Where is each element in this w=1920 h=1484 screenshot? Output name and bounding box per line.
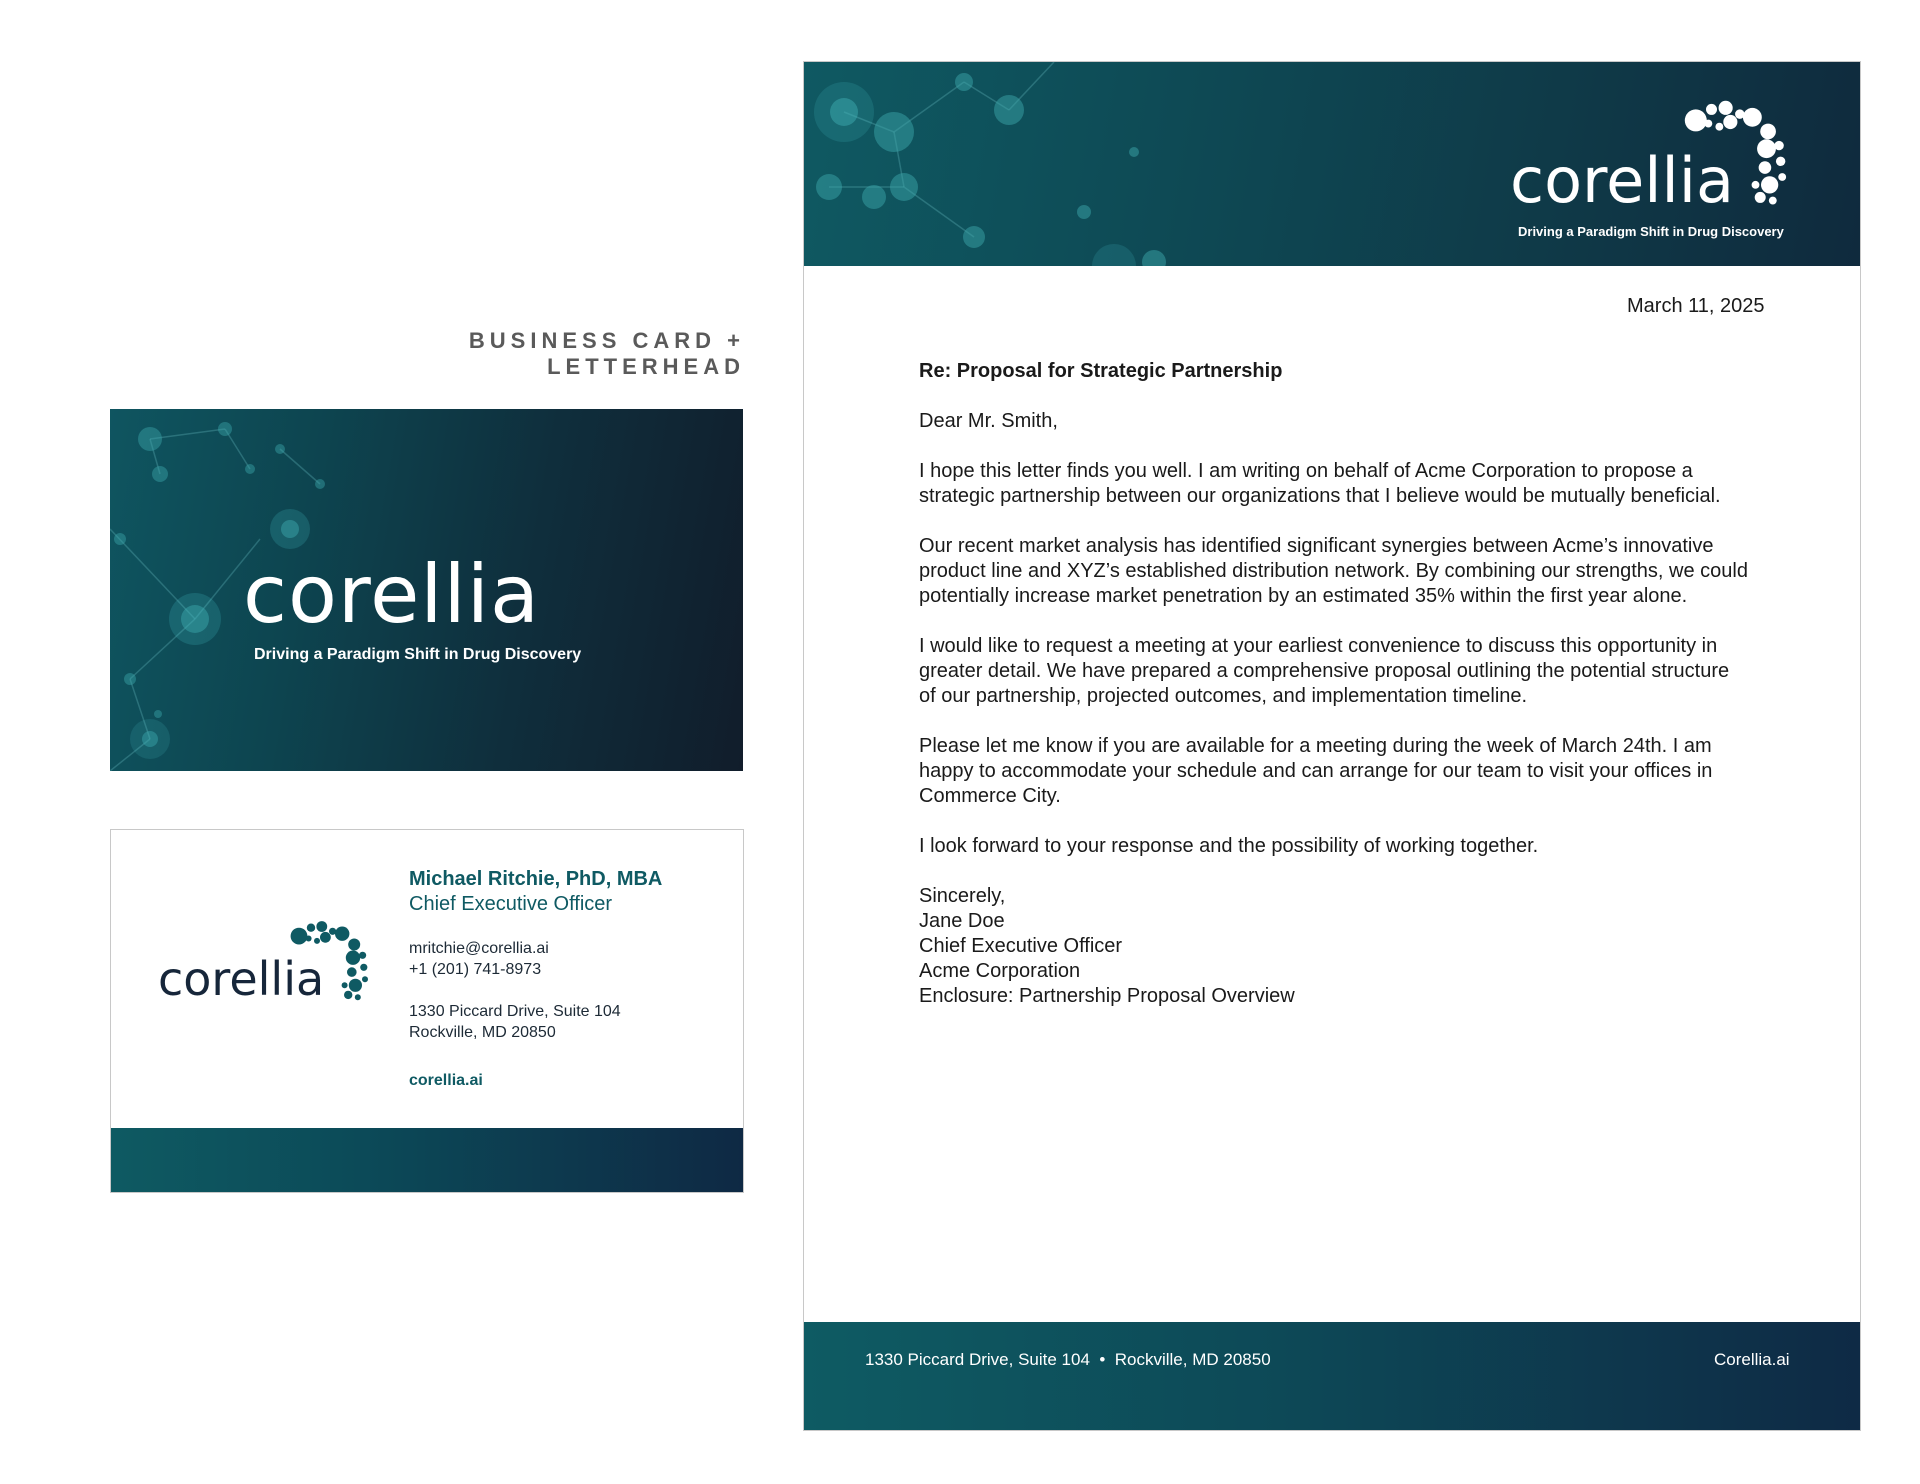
letterhead-footer-band — [804, 1322, 1860, 1430]
card-phone[interactable]: +1 (201) 741-8973 — [409, 961, 542, 978]
letterhead-footer-website[interactable]: Corellia.ai — [1714, 1350, 1790, 1369]
letterhead-footer-address: 1330 Piccard Drive, Suite 104 • Rockville, MD 20850 — [865, 1350, 1271, 1369]
letter-paragraph-2: Our recent market analysis has identified significant synergies between Acme’s innovative product line and XYZ’s established distribution network. By combining our strengths, we could potentially increase market penetration by an estimated 35% within the first year alone. — [919, 535, 1748, 607]
corellia-molecule-logo-icon-back — [287, 920, 377, 1005]
page-label: BUSINESS CARD + LETTERHEAD — [468, 328, 745, 379]
signer-title: Chief Executive Officer — [919, 935, 1123, 957]
letterhead-tagline: Driving a Paradigm Shift in Drug Discovery — [1518, 224, 1784, 239]
card-bottom-band — [111, 1128, 743, 1192]
letter-paragraph-5: I look forward to your response and the possibility of working together. — [919, 835, 1539, 857]
letter-paragraph-4: Please let me know if you are available for a meeting during the week of March 24th. I am happy to accommodate your schedule and can arrange for our team to visit your offices in Commerce City. — [919, 735, 1713, 807]
letter-enclosure: Enclosure: Partnership Proposal Overview — [919, 985, 1295, 1007]
letter-date: March 11, 2025 — [1627, 295, 1765, 317]
letter-body — [919, 359, 1749, 1009]
card-email[interactable]: mritchie@corellia.ai — [409, 940, 549, 957]
corellia-wordmark-back: corellia — [158, 952, 325, 1006]
letter-subject: Re: Proposal for Strategic Partnership — [919, 360, 1283, 382]
card-person-title: Chief Executive Officer — [409, 893, 613, 915]
tagline: Driving a Paradigm Shift in Drug Discovery — [254, 646, 582, 663]
letter-salutation: Dear Mr. Smith, — [919, 410, 1058, 432]
card-website-link[interactable]: corellia.ai — [409, 1072, 483, 1089]
letter-paragraph-3: I would like to request a meeting at your earliest convenience to discuss this opportunity in greater detail. We have prepared a comprehensive proposal outlining the potential structure of our partnership, projected outcomes, and implementation timeline. — [919, 635, 1730, 707]
corellia-wordmark: corellia — [243, 548, 540, 641]
corellia-molecule-logo-icon — [0, 0, 150, 140]
letter-closing: Sincerely, — [919, 885, 1006, 907]
letter-paragraph-1: I hope this letter finds you well. I am writing on behalf of Acme Corporation to propose a strategic partnership between our organizations that I believe would be mutually beneficial. — [919, 460, 1721, 507]
signer-name: Jane Doe — [919, 910, 1005, 932]
card-address-line1: 1330 Piccard Drive, Suite 104 — [409, 1003, 621, 1020]
letterhead-wordmark: corellia — [1510, 144, 1734, 217]
letterhead-molecule-logo-icon — [1680, 100, 1798, 210]
card-address-line2: Rockville, MD 20850 — [409, 1024, 556, 1041]
signer-company: Acme Corporation — [919, 960, 1081, 982]
letter-signature-block — [919, 884, 1749, 1009]
card-person-name: Michael Ritchie, PhD, MBA — [409, 868, 663, 890]
